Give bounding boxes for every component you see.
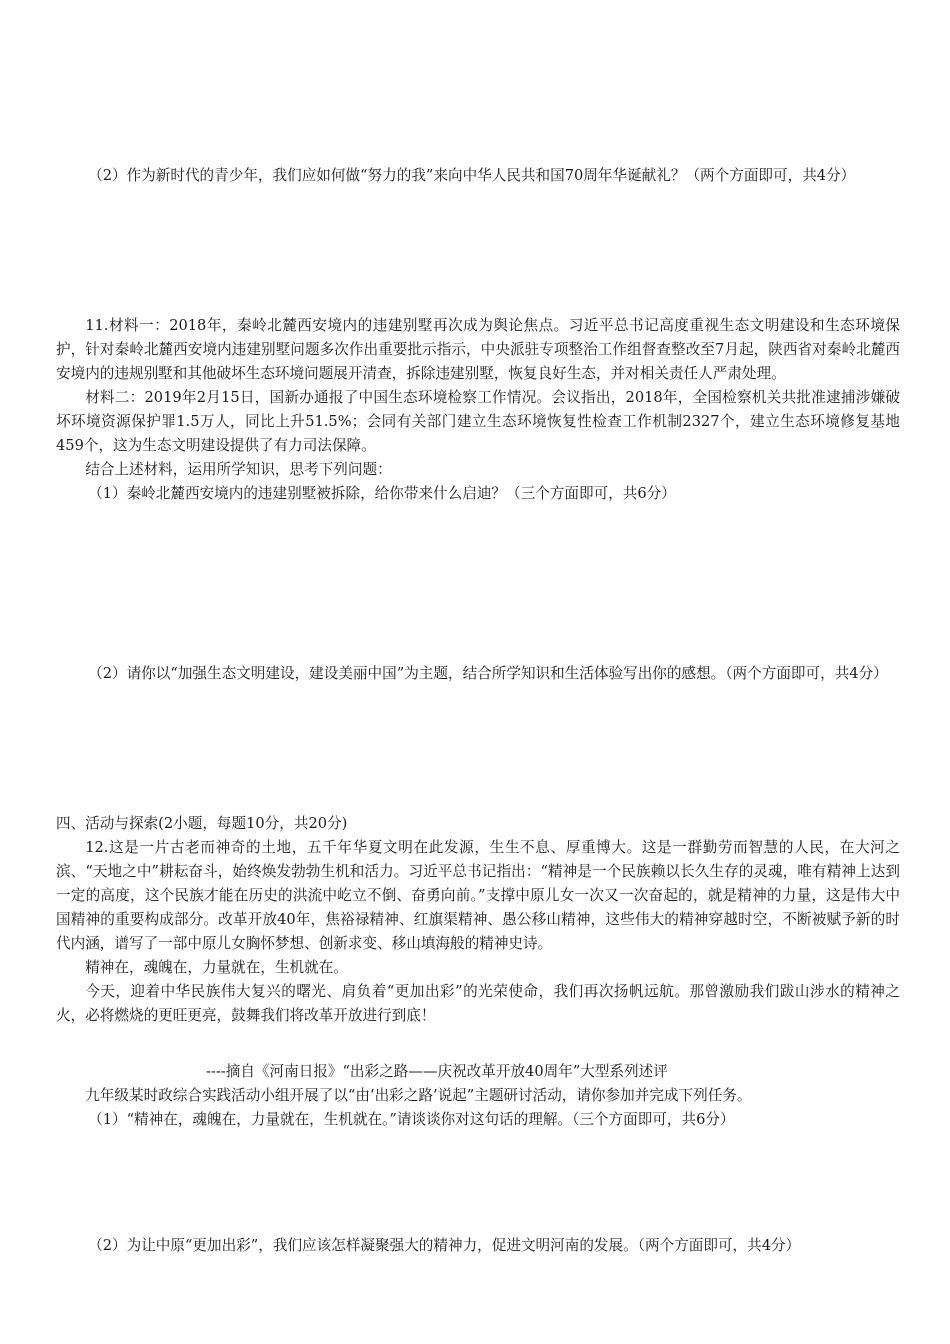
activity-description: 九年级某时政综合实践活动小组开展了以“由‘出彩之路’说起”主题研讨活动，请你参加并完成下列任务。 [85,1087,752,1104]
question-12-material: 12.这是一片古老而神奇的土地，五千年华夏文明在此发源，生生不息、厚重博大。这是一群勤劳而智慧的人民，在大河之滨、“天地之中”耕耘奋斗，始终焕发勃勃生机和活力。习近平总书记指出：“精神是一个民族赖以长久生存的灵魂，唯有精神上达到一定的高度，这个民族才能在历史的洪流中屹立不倒、奋勇向前。”支撑中原儿女一次又一次奋起的，就是精神的力量，这是伟大中国精神的重要构成部分。改革开放40年，焦裕禄精神、红旗渠精神、愚公移山精神，这些伟大的精神穿越时空，不断被赋予新的时代内涵，谱写了一部中原儿女胸怀梦想、创新求变、移山填海般的精神史诗。 [56,839,900,952]
question-12-part-2 [56,1234,900,1258]
question-text: （2）作为新时代的青少年，我们应如何做“努力的我”来向中华人民共和国70周年华诞献礼？（两个方面即可，共4分） [88,167,856,184]
material-one: 11.材料一：2018年，秦岭北麓西安境内的违建别墅再次成为舆论焦点。习近平总书记高度重视生态文明建设和生态环境保护，针对秦岭北麓西安境内违建别墅问题多次作出重要批示指示，中央派驻专项整治工作组督查整改至7月起，陕西省对秦岭北麓西安境内的违规别墅和其他破坏生态环境问题展开清查，拆除违建别墅，恢复良好生态，并对相关责任人严肃处理。 [56,317,900,382]
section-heading: 四、活动与探索(2小题，每题10分，共20分) [56,815,348,832]
question-12-quote: 精神在，魂魄在，力量就在，生机就在。 [85,959,348,976]
question-instruction: 结合上述材料，运用所学知识，思考下列问题： [85,461,392,478]
question-text: （2）为让中原“更加出彩”，我们应该怎样凝聚强大的精神力，促进文明河南的发展。（两个方面即可，共4分） [88,1237,801,1254]
section-4 [56,812,900,1028]
question-10-part-2 [56,164,900,188]
question-11 [56,314,900,506]
material-two: 材料二：2019年2月15日，国新办通报了中国生态环境检察工作情况。会议指出，2018年，全国检察机关共批准逮捕涉嫌破坏环境资源保护罪1.5万人，同比上升51.5%；会同有关部门建立生态环境恢复性检查工作机制2327个，建立生态环境修复基地459个，这为生态文明建设提供了有力司法保障。 [56,389,900,454]
question-12-part-1: （1）“精神在，魂魄在，力量就在，生机就在。”请谈谈你对这句话的理解。（三个方面即可，共6分） [88,1111,735,1128]
question-11-part-2 [56,662,900,686]
source-citation: ----摘自《河南日报》“出彩之路——庆祝改革开放40周年”大型系列述评 [206,1063,668,1080]
question-12-paragraph: 今天，迎着中华民族伟大复兴的曙光、肩负着“更加出彩”的光荣使命，我们再次扬帆远航。那曾激励我们跋山涉水的精神之火，必将燃烧的更旺更亮，鼓舞我们将改革开放进行到底！ [56,983,900,1024]
question-12-tasks [56,1084,900,1132]
question-11-part-1: （1）秦岭北麓西安境内的违建别墅被拆除，给你带来什么启迪？（三个方面即可，共6分） [88,485,676,502]
question-text: （2）请你以“加强生态文明建设，建设美丽中国”为主题，结合所学知识和生活体验写出你的感想。（两个方面即可，共4分） [88,665,888,682]
